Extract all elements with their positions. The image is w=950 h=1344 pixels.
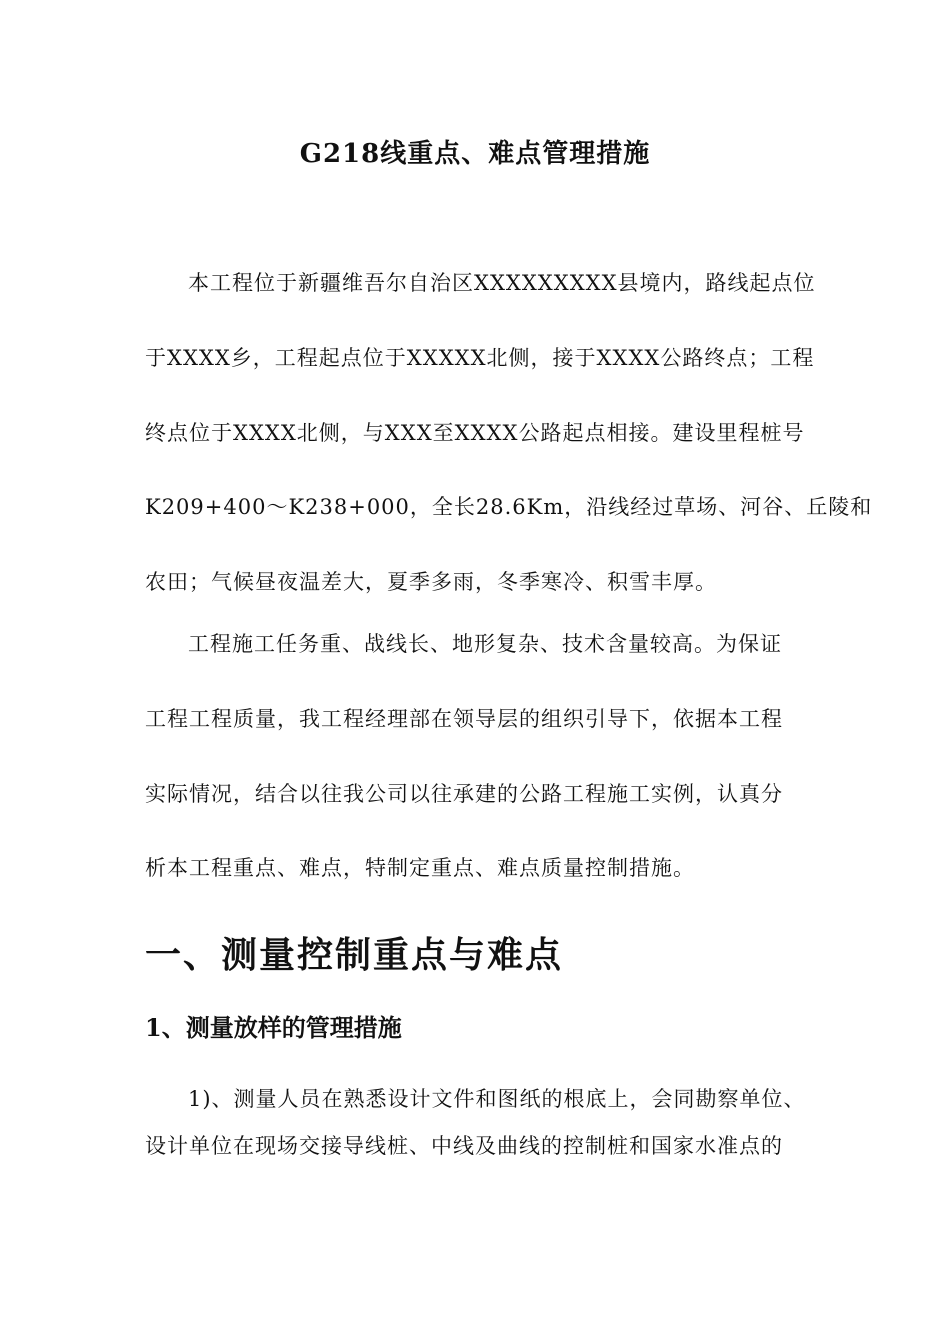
paragraph-line: 实际情况，结合以往我公司以往承建的公路工程施工实例，认真分 xyxy=(145,782,783,806)
paragraph-line: 1)、测量人员在熟悉设计文件和图纸的根底上，会同勘察单位、 xyxy=(188,1087,806,1111)
subsection-heading: 1、测量放样的管理措施 xyxy=(145,1013,402,1042)
paragraph-line: 终点位于XXXX北侧，与XXX至XXXX公路起点相接。建设里程桩号 xyxy=(145,421,805,445)
document-title: G218线重点、难点管理措施 xyxy=(299,139,651,169)
paragraph-line: 工程工程质量，我工程经理部在领导层的组织引导下，依据本工程 xyxy=(145,707,783,731)
paragraph-line: 于XXXX乡，工程起点位于XXXXX北侧，接于XXXX公路终点；工程 xyxy=(145,346,815,370)
paragraph-line: 本工程位于新疆维吾尔自治区XXXXXXXXX县境内，路线起点位 xyxy=(188,271,816,295)
paragraph-line: 农田；气候昼夜温差大，夏季多雨，冬季寒冷、积雪丰厚。 xyxy=(145,570,717,594)
paragraph-line: 工程施工任务重、战线长、地形复杂、技术含量较高。为保证 xyxy=(188,632,782,656)
paragraph-line: 析本工程重点、难点，特制定重点、难点质量控制措施。 xyxy=(145,856,695,880)
paragraph-line: K209+400～K238+000，全长28.6Km，沿线经过草场、河谷、丘陵和 xyxy=(145,495,873,519)
section-heading: 一、测量控制重点与难点 xyxy=(145,934,564,976)
paragraph-line: 设计单位在现场交接导线桩、中线及曲线的控制桩和国家水准点的 xyxy=(145,1134,783,1158)
